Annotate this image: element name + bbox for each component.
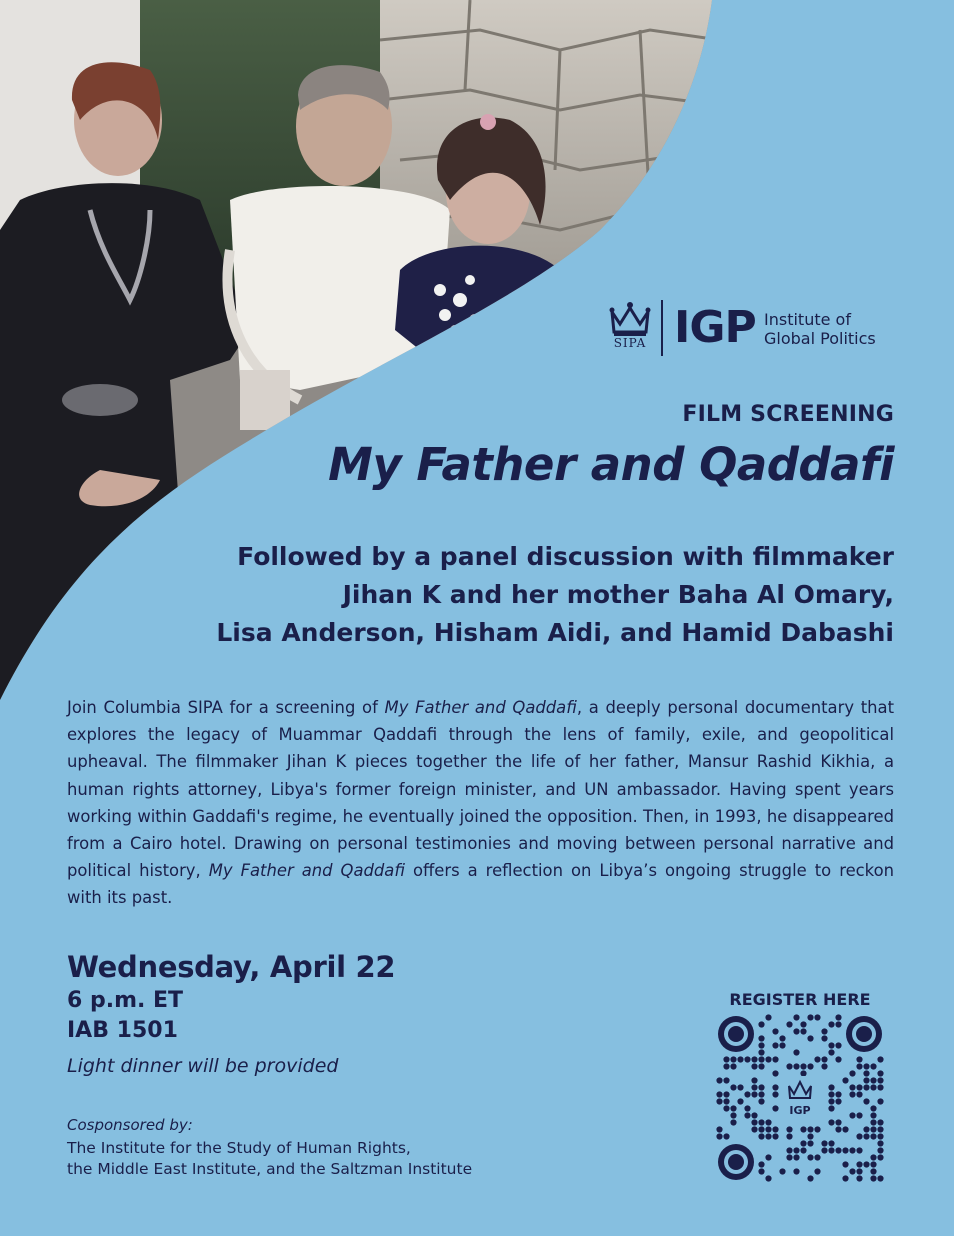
qr-module	[716, 1091, 722, 1097]
qr-module	[877, 1070, 883, 1076]
qr-module	[807, 1014, 813, 1020]
qr-module	[835, 1147, 841, 1153]
description-part-3: offers a reflection on Libya’s ongoing struggle to reckon with its past.	[67, 861, 894, 908]
qr-module	[828, 1042, 834, 1048]
qr-module	[772, 1084, 778, 1090]
qr-module	[821, 1035, 827, 1041]
igp-label: IGP	[674, 302, 756, 353]
qr-module	[751, 1126, 757, 1132]
qr-module	[751, 1063, 757, 1069]
qr-module	[821, 1056, 827, 1062]
qr-module	[765, 1056, 771, 1062]
qr-finder-bottom-left	[718, 1144, 754, 1180]
qr-module	[814, 1126, 820, 1132]
qr-module	[723, 1133, 729, 1139]
qr-module	[863, 1098, 869, 1104]
qr-module	[863, 1161, 869, 1167]
qr-module	[758, 1133, 764, 1139]
qr-module	[730, 1063, 736, 1069]
qr-module	[758, 1021, 764, 1027]
qr-module	[870, 1063, 876, 1069]
qr-module	[807, 1154, 813, 1160]
subtitle-line-2: Jihan K and her mother Baha Al Omary,	[342, 580, 894, 609]
qr-module	[716, 1098, 722, 1104]
qr-module	[730, 1056, 736, 1062]
qr-module	[870, 1084, 876, 1090]
qr-module	[751, 1056, 757, 1062]
qr-module	[800, 1147, 806, 1153]
qr-module	[779, 1042, 785, 1048]
qr-module	[737, 1084, 743, 1090]
qr-module	[793, 1049, 799, 1055]
qr-module	[716, 1077, 722, 1083]
qr-module	[877, 1077, 883, 1083]
qr-module	[863, 1063, 869, 1069]
qr-module	[786, 1021, 792, 1027]
qr-module	[849, 1147, 855, 1153]
qr-module	[772, 1126, 778, 1132]
event-kicker: FILM SCREENING	[682, 402, 894, 427]
qr-module	[765, 1133, 771, 1139]
qr-module	[849, 1084, 855, 1090]
qr-module	[723, 1063, 729, 1069]
qr-module	[807, 1140, 813, 1146]
qr-module	[863, 1070, 869, 1076]
qr-module	[856, 1161, 862, 1167]
qr-module	[863, 1133, 869, 1139]
qr-module	[807, 1175, 813, 1181]
qr-module	[723, 1077, 729, 1083]
qr-finder-top-left	[718, 1016, 754, 1052]
qr-module	[786, 1126, 792, 1132]
qr-module	[863, 1077, 869, 1083]
qr-module	[779, 1035, 785, 1041]
qr-module	[730, 1084, 736, 1090]
qr-module	[793, 1028, 799, 1034]
qr-module	[758, 1119, 764, 1125]
subtitle-line-3: Lisa Anderson, Hisham Aidi, and Hamid Dabashi	[216, 618, 894, 647]
qr-module	[828, 1098, 834, 1104]
qr-module	[842, 1147, 848, 1153]
qr-module	[716, 1133, 722, 1139]
qr-module	[870, 1161, 876, 1167]
qr-module	[828, 1147, 834, 1153]
qr-module	[870, 1112, 876, 1118]
subtitle-line-1: Followed by a panel discussion with filmmaker	[237, 542, 894, 571]
qr-module	[877, 1175, 883, 1181]
qr-module	[751, 1091, 757, 1097]
qr-module	[765, 1175, 771, 1181]
qr-module	[842, 1175, 848, 1181]
qr-module	[856, 1175, 862, 1181]
qr-module	[828, 1091, 834, 1097]
event-time: 6 p.m. ET	[67, 988, 184, 1013]
institute-line-1: Institute of	[764, 310, 851, 329]
qr-module	[758, 1168, 764, 1174]
qr-module	[870, 1126, 876, 1132]
qr-module	[870, 1168, 876, 1174]
qr-module	[772, 1056, 778, 1062]
qr-module	[758, 1049, 764, 1055]
qr-module	[828, 1049, 834, 1055]
qr-module	[758, 1126, 764, 1132]
sipa-label: SIPA	[613, 336, 647, 350]
qr-module	[835, 1021, 841, 1027]
event-description	[67, 694, 894, 912]
qr-module	[786, 1133, 792, 1139]
qr-module	[849, 1070, 855, 1076]
qr-module	[716, 1126, 722, 1132]
qr-module	[758, 1063, 764, 1069]
dinner-note: Light dinner will be provided	[67, 1055, 339, 1077]
qr-finder-top-right	[846, 1016, 882, 1052]
qr-module	[772, 1133, 778, 1139]
description-film-title-2: My Father and Qaddafi	[208, 861, 405, 881]
qr-module	[828, 1140, 834, 1146]
qr-module	[793, 1014, 799, 1020]
qr-module	[835, 1014, 841, 1020]
qr-module	[772, 1070, 778, 1076]
qr-module	[751, 1119, 757, 1125]
qr-module	[870, 1077, 876, 1083]
qr-module	[835, 1098, 841, 1104]
qr-module	[730, 1105, 736, 1111]
qr-module	[744, 1056, 750, 1062]
cosponsor-line-2: the Middle East Institute, and the Saltzman Institute	[67, 1160, 473, 1178]
qr-module	[765, 1014, 771, 1020]
qr-module	[856, 1112, 862, 1118]
qr-module	[737, 1098, 743, 1104]
qr-module	[835, 1119, 841, 1125]
qr-module	[772, 1105, 778, 1111]
qr-module	[758, 1084, 764, 1090]
event-date: Wednesday, April 22	[67, 950, 396, 984]
qr-center-label: IGP	[789, 1104, 811, 1117]
qr-module	[807, 1126, 813, 1132]
qr-module	[863, 1084, 869, 1090]
qr-module	[828, 1021, 834, 1027]
qr-module	[751, 1112, 757, 1118]
qr-module	[870, 1154, 876, 1160]
qr-module	[814, 1056, 820, 1062]
qr-module	[772, 1091, 778, 1097]
qr-module	[877, 1098, 883, 1104]
qr-module	[793, 1154, 799, 1160]
qr-module	[835, 1042, 841, 1048]
qr-module	[800, 1070, 806, 1076]
qr-module	[870, 1133, 876, 1139]
qr-module	[877, 1154, 883, 1160]
register-label: REGISTER HERE	[729, 990, 871, 1009]
qr-module	[758, 1161, 764, 1167]
qr-module	[758, 1091, 764, 1097]
qr-module	[821, 1063, 827, 1069]
film-title: My Father and Qaddafi	[328, 438, 894, 491]
institute-name	[764, 310, 876, 348]
qr-module	[723, 1105, 729, 1111]
qr-module	[842, 1161, 848, 1167]
qr-module	[828, 1119, 834, 1125]
sipa-igp-logo	[606, 298, 906, 358]
qr-module	[835, 1056, 841, 1062]
description-part-1: Join Columbia SIPA for a screening of	[67, 698, 385, 717]
qr-module	[793, 1063, 799, 1069]
qr-module	[870, 1119, 876, 1125]
qr-module	[877, 1140, 883, 1146]
qr-module	[870, 1105, 876, 1111]
qr-module	[751, 1077, 757, 1083]
qr-module	[870, 1175, 876, 1181]
qr-module	[814, 1154, 820, 1160]
qr-module	[737, 1056, 743, 1062]
qr-module	[807, 1035, 813, 1041]
qr-module	[786, 1063, 792, 1069]
qr-module	[828, 1105, 834, 1111]
qr-module	[744, 1105, 750, 1111]
qr-module	[821, 1028, 827, 1034]
qr-module	[814, 1168, 820, 1174]
institute-line-2: Global Politics	[764, 329, 876, 348]
qr-module	[856, 1056, 862, 1062]
qr-module	[723, 1091, 729, 1097]
cosponsor-line-1: The Institute for the Study of Human Rights,	[67, 1139, 411, 1157]
qr-module	[751, 1084, 757, 1090]
qr-module	[877, 1056, 883, 1062]
qr-module	[786, 1154, 792, 1160]
qr-module	[821, 1147, 827, 1153]
qr-module	[856, 1091, 862, 1097]
qr-module	[793, 1168, 799, 1174]
qr-module	[807, 1063, 813, 1069]
qr-module	[821, 1140, 827, 1146]
description-film-title-1: My Father and Qaddafi	[384, 698, 577, 717]
qr-module	[800, 1021, 806, 1027]
qr-module	[730, 1112, 736, 1118]
qr-module	[849, 1091, 855, 1097]
qr-module	[723, 1098, 729, 1104]
qr-code[interactable]	[716, 1014, 884, 1182]
qr-module	[723, 1056, 729, 1062]
qr-module	[758, 1056, 764, 1062]
qr-module	[842, 1126, 848, 1132]
qr-module	[744, 1112, 750, 1118]
event-room: IAB 1501	[67, 1018, 178, 1043]
qr-module	[856, 1133, 862, 1139]
qr-module	[842, 1077, 848, 1083]
qr-module	[758, 1042, 764, 1048]
qr-module	[758, 1098, 764, 1104]
qr-module	[835, 1091, 841, 1097]
qr-module	[849, 1168, 855, 1174]
qr-module	[814, 1014, 820, 1020]
qr-module	[877, 1133, 883, 1139]
qr-module	[800, 1028, 806, 1034]
qr-module	[765, 1119, 771, 1125]
panel-subtitle	[94, 538, 894, 652]
qr-module	[765, 1126, 771, 1132]
qr-module	[877, 1084, 883, 1090]
qr-module	[772, 1042, 778, 1048]
qr-module	[856, 1084, 862, 1090]
qr-module	[800, 1063, 806, 1069]
qr-module	[849, 1112, 855, 1118]
qr-module	[772, 1028, 778, 1034]
qr-module	[786, 1147, 792, 1153]
logo-divider	[661, 300, 663, 356]
qr-module	[744, 1091, 750, 1097]
qr-module	[835, 1126, 841, 1132]
qr-module	[863, 1126, 869, 1132]
description-part-2: , a deeply personal documentary that explores the legacy of Muammar Qaddafi through the lens of family, exile, and geopolitical upheaval. The filmmaker Jihan K pieces together the life of her father, Mansur Rashid Kikhia, a human rights attorney, Libya's former foreign minister, and UN ambassador. Having spent years working within Gaddafi's regime, he eventually joined the opposition. Then, in 1993, he disappeared from a Cairo hotel. Drawing on personal testimonies and moving between personal narrative and political history,	[67, 698, 895, 881]
qr-module	[828, 1084, 834, 1090]
qr-module	[765, 1154, 771, 1160]
qr-module	[877, 1119, 883, 1125]
qr-module	[730, 1119, 736, 1125]
cosponsor-label: Cosponsored by:	[67, 1116, 193, 1134]
qr-module	[800, 1140, 806, 1146]
qr-module	[779, 1168, 785, 1174]
qr-module	[758, 1035, 764, 1041]
qr-module	[856, 1147, 862, 1153]
qr-module	[807, 1133, 813, 1139]
qr-module	[793, 1147, 799, 1153]
qr-module	[877, 1126, 883, 1132]
qr-module	[800, 1126, 806, 1132]
qr-module	[856, 1168, 862, 1174]
qr-module	[877, 1147, 883, 1153]
qr-module	[856, 1063, 862, 1069]
